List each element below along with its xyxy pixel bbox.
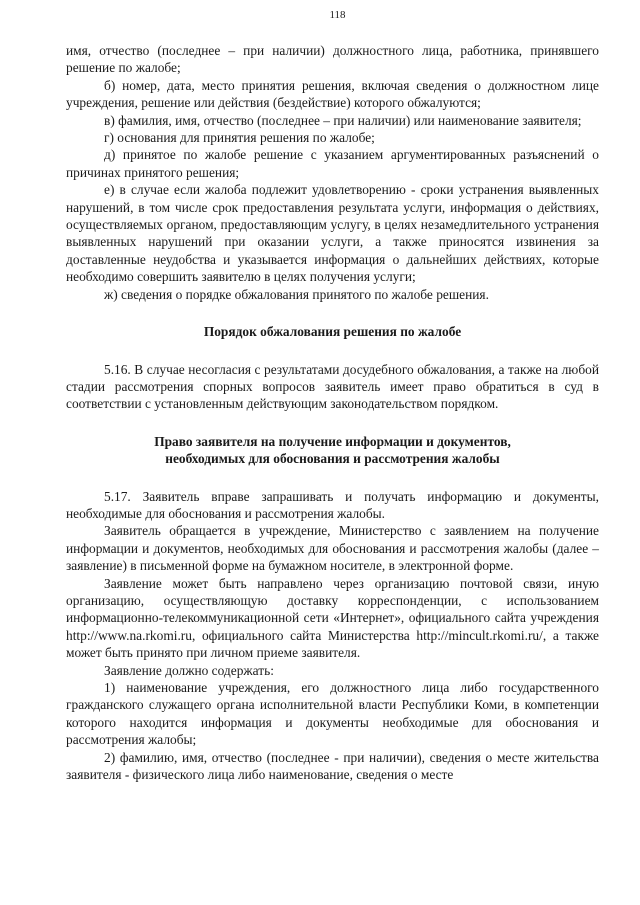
paragraph-application-channels: Заявление может быть направлено через организацию почтовой связи, иную организацию, осуществляющую доставку корреспонденции, с использованием информационно-телекоммуникационной сети «Интернет», официального сайта учреждения http://www.na.rkomi.ru, официального сайта Министерства http://mincult.rkomi.ru/, а также может быть принято при личном приеме заявителя. — [66, 575, 599, 661]
section-heading-right-line1: Право заявителя на получение информации и документов, — [154, 433, 511, 449]
list-item-b: б) номер, дата, место принятия решения, включая сведения о должностном лице учреждения, решение или действия (бездействие) которого обжалуются; — [66, 77, 599, 111]
paragraph-5-16: 5.16. В случае несогласия с результатами досудебного обжалования, а также на любой стадии рассмотрения спорных вопросов заявитель имеет право обратиться в суд в соответствии с установленным действующим законодательством порядком. — [66, 361, 599, 412]
section-heading-right-line2: необходимых для обоснования и рассмотрения жалобы — [165, 451, 500, 467]
page-number: 118 — [329, 9, 346, 21]
list-item-e: е) в случае если жалоба подлежит удовлетворению - сроки устранения выявленных нарушений, в том числе срок предоставления результата услуги, информация о действиях, осуществляемых органом, предоставляющим услугу, в целях незамедлительного устранения выявленных нарушений при оказании услуги, а также приносятся извинения за доставленные неудобства и указывается информация о дальнейших действиях, которые необходимо совершить заявителю в целях получения услуги; — [66, 182, 599, 285]
document-page — [66, 8, 599, 783]
list-item-v: в) фамилия, имя, отчество (последнее – при наличии) или наименование заявителя; — [104, 112, 582, 128]
paragraph-application-contents: Заявление должно содержать: — [104, 662, 274, 678]
list-item-g: г) основания для принятия решения по жалобе; — [104, 130, 375, 146]
paragraph-5-17: 5.17. Заявитель вправе запрашивать и получать информацию и документы, необходимые для обоснования и рассмотрения жалобы. — [66, 488, 599, 521]
paragraph-application-submit: Заявитель обращается в учреждение, Министерство с заявлением на получение информации и документов, необходимых для обоснования и рассмотрения жалобы (далее – заявление) в письменной форме на бумажном носителе, в электронной форме. — [66, 523, 599, 574]
list-item-2: 2) фамилию, имя, отчество (последнее - при наличии), сведения о месте жительства заявителя - физического лица либо наименование, сведения о месте — [66, 749, 599, 783]
list-item-zh: ж) сведения о порядке обжалования принятого по жалобе решения. — [104, 286, 489, 302]
section-heading-appeal-procedure: Порядок обжалования решения по жалобе — [203, 324, 462, 340]
paragraph-continuation: имя, отчество (последнее – при наличии) должностного лица, работника, принявшего решение по жалобе; — [66, 43, 599, 76]
list-item-1: 1) наименование учреждения, его должностного лица либо государственного гражданского служащего органа исполнительной власти Республики Коми, в компетенции которого находится информация и документы необходимые для обоснования и рассмотрения жалобы; — [66, 680, 599, 748]
list-item-d: д) принятое по жалобе решение с указанием аргументированных разъяснений о причинах принятого решения; — [66, 147, 599, 180]
